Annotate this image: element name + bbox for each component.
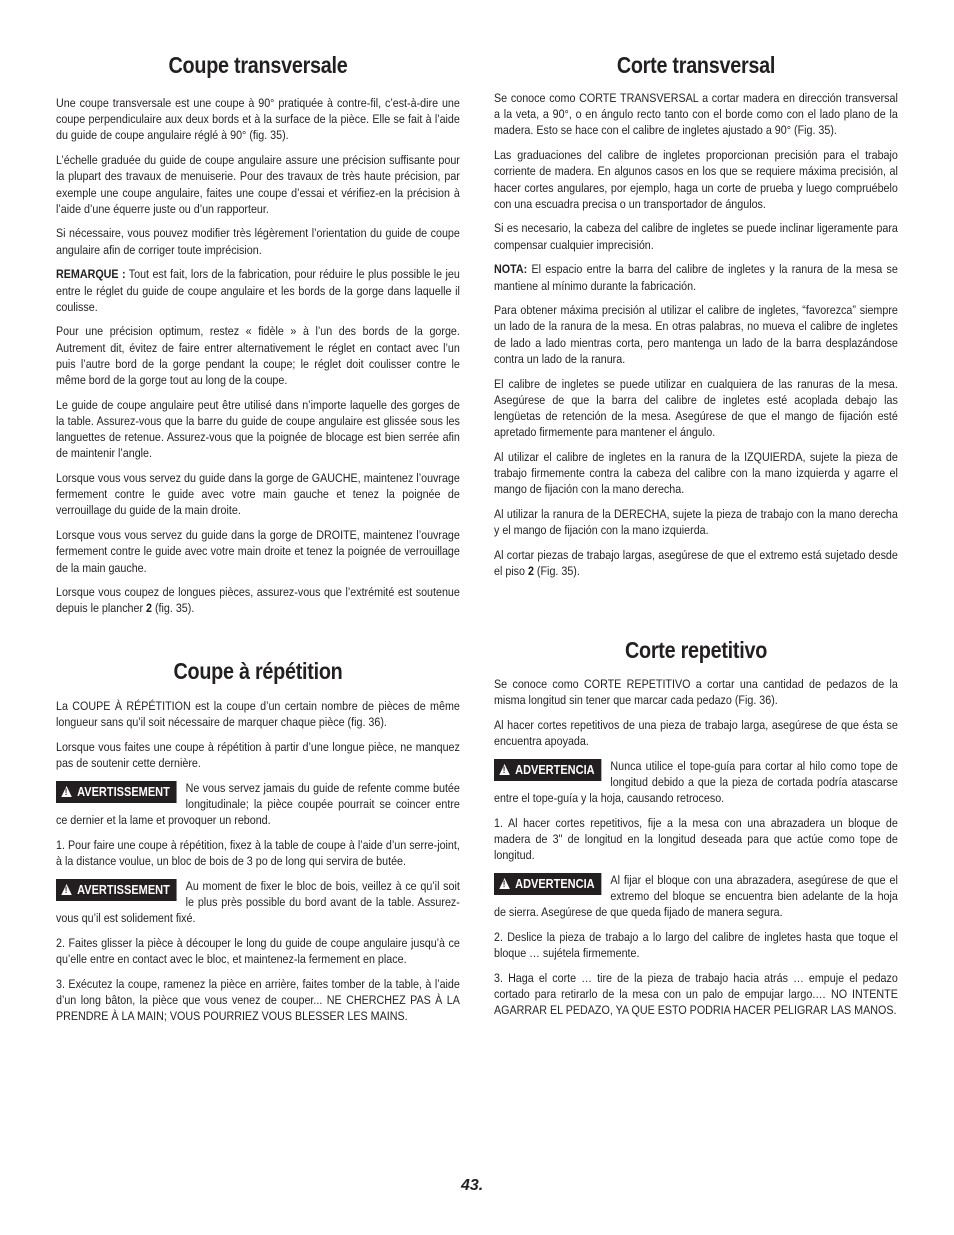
step: 3. Haga el corte … tire de la pieza de trabajo hacia atrás … empuje el pedazo cortado para retirarlo de la mesa con un palo de empujar largo.… NO INTENTE AGARRAR EL PEDAZO, YA QUE ESTO PODRIA HACER PELIGRAR LAS MANOS. bbox=[494, 971, 898, 1018]
bold-ref: 2 bbox=[146, 601, 153, 616]
warning-badge bbox=[494, 873, 602, 895]
warning-text: Al fijar el bloque con una abrazadera, asegúrese de que el extremo del bloque se encuentra bien adelante de la hoja de sierra. Asegúrese de que queda fijado de manera segura. bbox=[494, 873, 898, 920]
remark-paragraph bbox=[56, 266, 460, 315]
paragraph: Se conoce como CORTE TRANSVERSAL a cortar madera en dirección transversal a la veta, a 90°, o en ángulo recto tanto con el borde como con el lado plano de la madera. Esto se hace con el calibre de ingletes ajustado a 90° (Fig. 35). bbox=[494, 91, 898, 138]
warning-block bbox=[56, 780, 460, 829]
paragraph: Las graduaciones del calibre de ingletes proporcionan precisión para el trabajo corriente de madera. En algunos casos en los que se requiere máxima precisión, al hacer cortes angulares, por ejemplo, haga un corte de prueba y luego compruébelo con una escuadra precisa o un transportador de ángulos. bbox=[494, 148, 898, 211]
warning-block bbox=[56, 878, 460, 927]
warning-triangle-icon bbox=[499, 764, 510, 775]
paragraph bbox=[56, 584, 460, 616]
paragraph: Une coupe transversale est une coupe à 90° pratiquée à contre-fil, c’est-à-dire une coupe perpendiculaire aux deux bords et à la surface de la pièce. Elle se fait à l’aide du guide de coupe angulaire réglé à 90° (fig. 35). bbox=[56, 96, 460, 143]
warning-label: AVERTISSEMENT bbox=[77, 784, 170, 799]
paragraph: Se conoce como CORTE REPETITIVO a cortar una cantidad de pedazos de la misma longitud sin tener que marcar cada pedazo (Fig. 36). bbox=[494, 677, 898, 708]
page-number: 43. bbox=[461, 1177, 484, 1194]
paragraph: Lorsque vous vous servez du guide dans la gorge de GAUCHE, maintenez l’ouvrage fermement contre le guide avec votre main gauche et tenez la poignée de verrouillage du guide de la main droite. bbox=[56, 471, 460, 518]
section-coupe-repetition bbox=[56, 698, 460, 1033]
step: 3. Exécutez la coupe, ramenez la pièce en arrière, faites tomber de la table, à l’aide d’un long bâton, la pièce que vous venez de couper... NE CHERCHEZ PAS À LA PRENDRE À LA MAIN; VOUS POURRIEZ VOUS BLESSER LES MAINS. bbox=[56, 976, 460, 1024]
warning-badge bbox=[494, 759, 602, 781]
step: 1. Al hacer cortes repetitivos, fije a la mesa con una abrazadera un bloque de madera de 3" de longitud en la longitud deseada para que actúe como tope de longitud. bbox=[494, 815, 898, 863]
section-coupe-transversale bbox=[56, 95, 460, 625]
warning-text: Nunca utilice el tope-guía para cortar al hilo como tope de longitud debido a que la pieza de cortada podría atascarse entre el tope-guía y la hoja, causando retroceso. bbox=[494, 758, 898, 806]
warning-text: Ne vous servez jamais du guide de refente comme butée longitudinale; la pièce coupée pourrait se coincer entre ce dernier et la lame et provoquer un rebond. bbox=[56, 780, 460, 828]
heading-corte-transversal: Corte transversal bbox=[616, 52, 776, 78]
heading-coupe-repetition: Coupe à répétition bbox=[173, 658, 343, 684]
note-paragraph bbox=[494, 261, 898, 293]
paragraph: Al hacer cortes repetitivos de una pieza de trabajo larga, asegúrese de que ésta se encuentra apoyada. bbox=[494, 717, 898, 749]
note-label: NOTA: bbox=[494, 262, 528, 277]
paragraph: Al utilizar el calibre de ingletes en la ranura de la IZQUIERDA, sujete la pieza de trabajo firmemente contra la cabeza del calibre con la mano izquierda y agarre el mango de fijación con la mano derecha. bbox=[494, 449, 898, 497]
remark-label: REMARQUE : bbox=[56, 267, 126, 282]
warning-block bbox=[494, 872, 898, 921]
paragraph bbox=[494, 547, 898, 579]
paragraph: L’échelle graduée du guide de coupe angulaire assure une précision suffisante pour la plupart des travaux de menuiserie. Pour des travaux de très haute précision, par exemple une coupe angulaire, faites une coupe d’essai et vérifiez-en la précision à l’aide d’une équerre juste ou d’un rapporteur. bbox=[56, 153, 460, 216]
note-text: El espacio entre la barra del calibre de ingletes y la ranura de la mesa se mantiene al mínimo durante la fabricación. bbox=[494, 262, 898, 293]
text-run: (fig. 35). bbox=[152, 601, 195, 616]
text-run: Al cortar piezas de trabajo largas, asegúrese de que el extremo está sujetado desde el piso bbox=[494, 547, 898, 579]
heading-coupe-transversale: Coupe transversale bbox=[168, 52, 348, 78]
paragraph: Si es necesario, la cabeza del calibre de ingletes se puede inclinar ligeramente para compensar cualquier imprecisión. bbox=[494, 221, 898, 252]
warning-badge bbox=[56, 781, 177, 803]
heading-corte-repetitivo: Corte repetitivo bbox=[624, 637, 768, 663]
step: 1. Pour faire une coupe à répétition, fixez à la table de coupe à l’aide d’un serre-joint, à la distance voulue, un bloc de bois de 3 po de long qui servira de butée. bbox=[56, 837, 460, 869]
text-run: (Fig. 35). bbox=[533, 564, 580, 579]
warning-label: ADVERTENCIA bbox=[515, 762, 595, 777]
paragraph: Lorsque vous vous servez du guide dans la gorge de DROITE, maintenez l’ouvrage fermement contre le guide avec votre main droite et tenez la poignée de verrouillage de la main gauche. bbox=[56, 528, 460, 575]
paragraph: Le guide de coupe angulaire peut être utilisé dans n’importe laquelle des gorges de la table. Assurez-vous que la barre du guide de coupe angulaire est glissée sous les languettes de retenue. Assurez-vous que la poignée de blocage est bien serrée afin de maintenir l’angle. bbox=[56, 397, 460, 461]
warning-triangle-icon bbox=[499, 878, 510, 889]
text-run: Lorsque vous coupez de longues pièces, assurez-vous que l’extrémité est soutenue depuis le plancher bbox=[56, 585, 460, 616]
warning-text: Au moment de fixer le bloc de bois, veillez à ce qu’il soit le plus près possible du bord avant de la table. Assurez-vous qu’il est solidement fixé. bbox=[56, 878, 460, 926]
warning-label: ADVERTENCIA bbox=[515, 877, 595, 892]
paragraph: Si nécessaire, vous pouvez modifier très légèrement l’orientation du guide de coupe angulaire afin de corriger toute imprécision. bbox=[56, 226, 460, 257]
paragraph: El calibre de ingletes se puede utilizar en cualquiera de las ranuras de la mesa. Asegúrese de que la barra del calibre de ingletes esté acoplada debajo las lengüetas de retención de la mesa. Asegúrese de que el mango de fijación esté apretado firmemente para mantener el ángulo. bbox=[494, 376, 898, 440]
warning-triangle-icon bbox=[61, 884, 72, 895]
warning-triangle-icon bbox=[61, 786, 72, 797]
paragraph: Lorsque vous faites une coupe à répétition à partir d’une longue pièce, ne manquez pas de soutenir cette dernière. bbox=[56, 739, 460, 771]
warning-block bbox=[494, 758, 898, 807]
section-corte-repetitivo bbox=[494, 676, 898, 1027]
paragraph: Para obtener máxima precisión al utilizar el calibre de ingletes, “favorezca” siempre un lado de la ranura de la mesa. En otras palabras, no mueva el calibre de ingletes de lado a lado mientras corta, pero mantenga un lado de la barra desplazándose contra un lado de la ranura. bbox=[494, 303, 898, 366]
paragraph: Pour une précision optimum, restez « fidèle » à l’un des bords de la gorge. Autrement dit, évitez de faire entrer alternativement le réglet en contact avec l’un puis l’autre bord de la gorge pendant la coupe; le réglet doit coulisser contre le même bord de la gorge tout au long de la coupe. bbox=[56, 324, 460, 388]
paragraph: La COUPE À RÉPÉTITION est la coupe d’un certain nombre de pièces de même longueur sans qu’il soit nécessaire de marquer chaque pièce (fig. 36). bbox=[56, 699, 460, 730]
step: 2. Deslice la pieza de trabajo a lo largo del calibre de ingletes hasta que toque el bloque … sujétela firmemente. bbox=[494, 930, 898, 961]
paragraph: Al utilizar la ranura de la DERECHA, sujete la pieza de trabajo con la mano derecha y el mango de fijación con la mano izquierda. bbox=[494, 506, 898, 538]
bold-ref: 2 bbox=[527, 564, 534, 579]
step: 2. Faites glisser la pièce à découper le long du guide de coupe angulaire jusqu’à ce qu’elle entre en contact avec le bloc, et maintenez-la fermement en place. bbox=[56, 935, 460, 967]
section-corte-transversal bbox=[494, 90, 898, 588]
remark-text: Tout est fait, lors de la fabrication, pour réduire le plus possible le jeu entre le réglet du guide de coupe angulaire et les bords de la gorge dans laquelle il coulisse. bbox=[56, 267, 460, 314]
warning-badge bbox=[56, 879, 177, 901]
warning-label: AVERTISSEMENT bbox=[77, 882, 170, 897]
